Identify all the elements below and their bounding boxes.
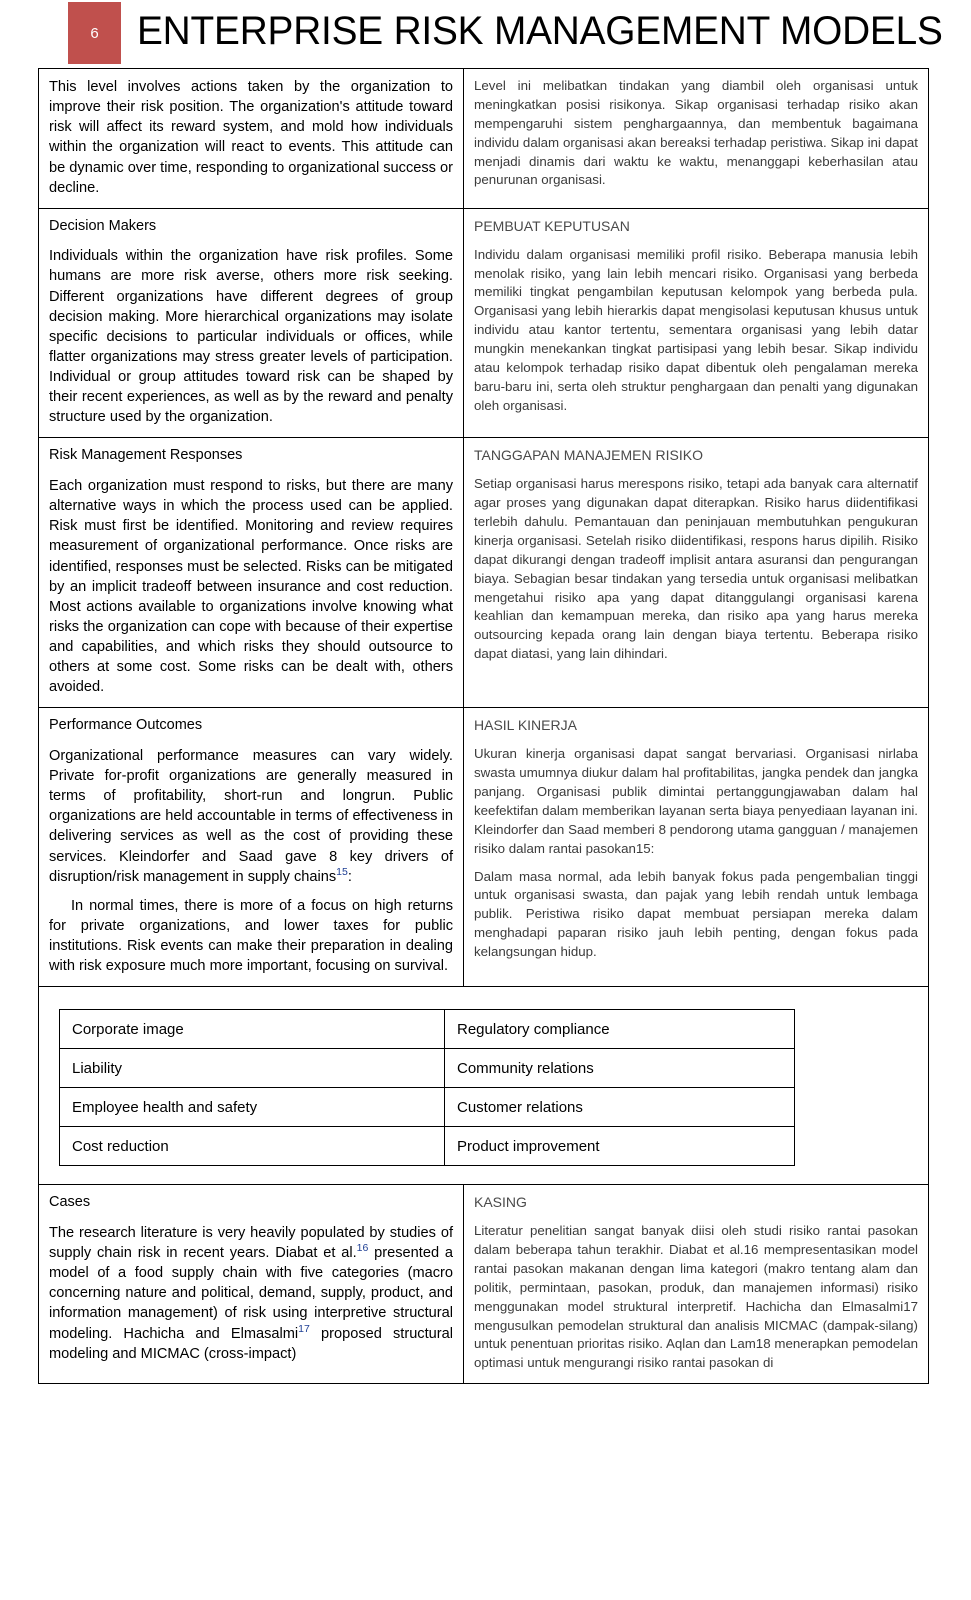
paragraph-english-tail: : <box>347 868 352 885</box>
table-row <box>60 1049 795 1088</box>
page-title: ENTERPRISE RISK MANAGEMENT MODELS <box>137 9 943 53</box>
paragraph-english: In normal times, there is more of a focus on high returns for private organizations, and lower taxes for public institutions. Risk events can make their preparation in dealing with risk exposure much more important, focusing on survival. <box>49 897 453 975</box>
section-heading-indonesian: PEMBUAT KEPUTUSAN <box>474 217 630 234</box>
paragraph-english: Individuals within the organization have risk profiles. Some humans are more risk averse, others more risk seeking. Different organizations have different degrees of group decision making. More hierarchical organizations may isolate specific decisions to particular individuals or offices, while flatter organizations may stress greater levels of participation. Individual or group attitudes toward risk can be shaped by their recent experiences, as well as by the reward and penalty structure used by the organization. <box>49 248 453 426</box>
paragraph-indonesian: Literatur penelitian sangat banyak diisi oleh studi risiko rantai pasokan dalam beberapa tahun terakhir. Diabat et al.16 mempresentasikan model rantai pasokan makanan dengan lima kategori (makro tentang alam dan politik, permintaan, pasokan, produk, dan manajemen informasi) risiko menggunakan model struktural interpretif. Hachicha dan Elmasalmi17 mengusulkan pemodelan struktural dan analisis MICMAC (dampak-silang) untuk penentuan prioritas risiko. Aqlan dan Lam18 menerapkan pemodelan optimasi untuk mengurangi risiko rantai pasokan di <box>474 1223 918 1371</box>
section-heading-english: Risk Management Responses <box>49 447 243 464</box>
paragraph-english <box>49 746 453 887</box>
paragraph-indonesian: Individu dalam organisasi memiliki profil risiko. Beberapa manusia lebih menolak risiko, yang lain lebih mencari risiko. Organisasi yang berbeda memiliki tingkat pengambilan keputusan kelompok yang berbeda pula. Organisasi yang lebih hierarkis dapat mengisolasi keputusan khusus untuk individu atau kantor tertentu, sementara organisasi yang lebih datar mungkin menekankan tingkat partisipasi yang lebih besar. Sikap individu atau kelompok terhadap risiko dapat dibentuk oleh pengalaman mereka baru-baru ini, serta oleh struktur penghargaan dan penalti yang digunakan oleh organisasi. <box>474 246 918 413</box>
table-row <box>60 1127 795 1166</box>
cell-drivers-table <box>39 987 929 1185</box>
page-number: 6 <box>90 24 99 42</box>
citation-ref-15[interactable]: 15 <box>336 865 348 878</box>
paragraph-english: Each organization must respond to risks, but there are many alternative ways in which the process used can be applied. Risk must first be identified. Monitoring and review requires measurement of organizational performance. Once risks are identified, responses must be selected. Risks can be mitigated by an implicit tradeoff between insurance and cost reduction. Most actions available to organizations involve knowing what risks the organization can cope with because of their expertise and capabilities, and which risks they should outsource to others at some cost. Some risks can be dealt with, others avoided. <box>49 478 453 696</box>
page-number-badge <box>68 2 121 64</box>
table-row <box>39 708 929 987</box>
table-row <box>60 1010 795 1049</box>
table-row-drivers <box>39 987 929 1185</box>
driver-cell-right: Product improvement <box>445 1127 795 1166</box>
driver-cell-left: Liability <box>60 1049 445 1088</box>
paragraph-english: This level involves actions taken by the organization to improve their risk position. The organization's attitude toward risk will affect its reward system, and mold how individuals within the organization will react to events. This attitude can be dynamic over time, responding to organizational success or decline. <box>49 79 453 196</box>
driver-cell-left: Employee health and safety <box>60 1088 445 1127</box>
table-row <box>39 208 929 438</box>
cell-indonesian <box>464 438 929 708</box>
risk-drivers-table <box>59 1009 795 1166</box>
paragraph-indonesian: Setiap organisasi harus merespons risiko, tetapi ada banyak cara alternatif agar proses yang digunakan dapat diterapkan. Risiko harus diidentifikasi terlebih dahulu. Pemantauan dan peninjauan membutuhkan pengukuran kinerja organisasi. Setelah risiko diidentifikasi, respons harus dipilih. Risiko dapat dikurangi dengan tradeoff implisit antara asuransi dan pengurangan biaya. Sebagian besar tindakan yang tersedia untuk organisasi melibatkan mengetahui risiko apa yang dapat ditanggulangi organisasi karena keahlian dan kemampuan mereka, dan risiko apa yang harus mereka outsourcing kepada orang lain dengan biaya tertentu. Beberapa risiko dapat diatasi, yang lain dihindari. <box>474 476 918 662</box>
cell-english <box>39 69 464 209</box>
table-row <box>60 1088 795 1127</box>
section-heading-english: Cases <box>49 1194 91 1211</box>
section-heading-indonesian: TANGGAPAN MANAJEMEN RISIKO <box>474 447 703 464</box>
cases-text-part3: proposed structural modeling and MICMAC (cross-impact) <box>49 1325 453 1362</box>
citation-ref-17[interactable]: 17 <box>298 1322 310 1335</box>
section-heading-english: Performance Outcomes <box>49 717 203 734</box>
paragraph-english <box>49 1223 453 1364</box>
paragraph-indonesian: Dalam masa normal, ada lebih banyak fokus pada pengembalian tinggi untuk organisasi swasta, dan pajak yang lebih rendah untuk lembaga publik. Peristiwa risiko dapat membuat persiapan mereka dalam menghadapi paparan risiko jauh lebih penting, dengan fokus pada kelangsungan hidup. <box>474 868 918 960</box>
cell-indonesian <box>464 708 929 987</box>
page-header <box>0 0 971 68</box>
section-heading-english: Decision Makers <box>49 217 157 234</box>
table-row <box>39 69 929 209</box>
paragraph-indonesian: Level ini melibatkan tindakan yang diambil oleh organisasi untuk meningkatkan posisi risikonya. Sikap organisasi terhadap risiko akan mempengaruhi sistem penghargaannya, dan membentuk bagaimana individu dalam organisasi akan bereaksi terhadap peristiwa. Sikap ini dapat menjadi dinamis dari waktu ke waktu, menanggapi keberhasilan atau penurunan organisasi. <box>474 78 918 188</box>
cell-indonesian <box>464 1185 929 1384</box>
table-row <box>39 438 929 708</box>
paragraph-indonesian: Ukuran kinerja organisasi dapat sangat bervariasi. Organisasi nirlaba swasta umumnya diukur dalam hal profitabilitas, jangka pendek dan jangka panjang. Organisasi publik dimintai pertanggungjawaban dalam hal keefektifan dalam memberikan layanan serta biaya penyediaan layanan ini. Kleindorfer dan Saad memberi 8 pendorong utama gangguan / manajemen risiko dalam rantai pasokan15: <box>474 746 918 856</box>
cell-indonesian <box>464 208 929 438</box>
table-row <box>39 1185 929 1384</box>
section-heading-indonesian: HASIL KINERJA <box>474 717 577 734</box>
bilingual-content-table <box>38 68 929 1384</box>
driver-cell-right: Regulatory compliance <box>445 1010 795 1049</box>
driver-cell-right: Community relations <box>445 1049 795 1088</box>
cell-english <box>39 438 464 708</box>
driver-cell-right: Customer relations <box>445 1088 795 1127</box>
citation-ref-16[interactable]: 16 <box>356 1242 369 1255</box>
driver-cell-left: Corporate image <box>60 1010 445 1049</box>
paragraph-english-text: Organizational performance measures can vary widely. Private for-profit organizations are generally measured in terms of profitability, short-run and longrun. Public organizations are held accountable in terms of effectiveness in delivering services as well as the cost of providing these services. Kleindorfer and Saad gave 8 key drivers of disruption/risk management in supply chains <box>49 747 453 885</box>
cell-english <box>39 1185 464 1384</box>
cell-english <box>39 708 464 987</box>
cases-text-part1: The research literature is very heavily populated by studies of supply chain risk in recent years. Diabat et al. <box>49 1224 453 1261</box>
cases-text-part2: presented a model of a food supply chain with five categories (macro concerning nature and political, demand, supply, product, and information management) of risk using interpretive structural modeling. Hachicha and Elmasalmi <box>49 1245 454 1342</box>
driver-cell-left: Cost reduction <box>60 1127 445 1166</box>
cell-english <box>39 208 464 438</box>
section-heading-indonesian: KASING <box>474 1194 527 1211</box>
cell-indonesian <box>464 69 929 209</box>
